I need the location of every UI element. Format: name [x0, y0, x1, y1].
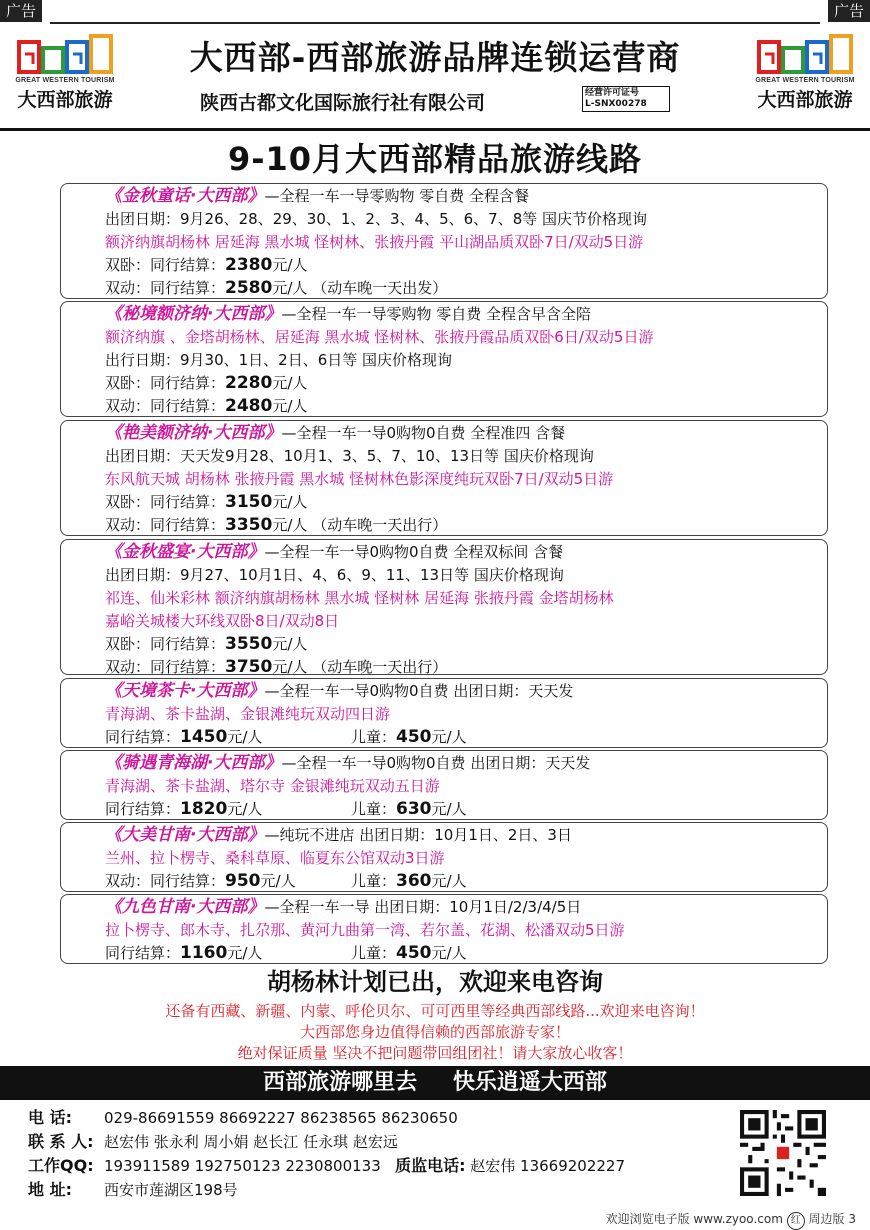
footer [606, 1210, 856, 1230]
route-dates: 出团日期：9月27、10月1日、4、6、9、11、13日等 国庆价格现询 [105, 566, 564, 584]
price-unit: 元/人 [272, 516, 308, 534]
qr-code-icon [740, 1110, 826, 1196]
price-value: 950 [225, 871, 261, 891]
route-card [60, 420, 828, 536]
price-value: 2480 [225, 396, 273, 416]
address: 西安市莲湖区198号 [104, 1181, 238, 1199]
logo-chinese: 大西部旅游 [17, 89, 113, 111]
route-name: 《天境茶卡·大西部》 [105, 681, 265, 701]
route-dates: 出行日期：9月30、1日、2日、6日等 国庆价格现询 [105, 351, 453, 369]
child-unit: 元/人 [431, 944, 467, 962]
header [0, 24, 870, 131]
license-box [582, 86, 670, 112]
route-detail: 兰州、拉卜楞寺、桑科草原、临夏东公馆双动3日游 [105, 849, 445, 867]
price-value: 1160 [180, 943, 228, 963]
ad-tag-left: 广告 [0, 0, 42, 22]
child-price: 450 [396, 727, 432, 747]
child-label: 儿童： [351, 944, 397, 962]
price-unit: 元/人 [272, 374, 308, 392]
route-card [60, 750, 828, 820]
price-label: 双卧：同行结算： [105, 635, 226, 653]
route-intro: —全程一车一导零购物 零自费 全程含早含全陪 [281, 305, 592, 323]
price-value: 3350 [225, 515, 273, 535]
child-price: 360 [396, 871, 432, 891]
route-intro: —全程一车一导0购物0自费 全程准四 含餐 [281, 424, 566, 442]
route-card [60, 822, 828, 892]
supervise-label: 质监电话: [395, 1156, 466, 1175]
child-unit: 元/人 [431, 728, 467, 746]
route-card [60, 678, 828, 748]
route-detail: 拉卜楞寺、郎木寺、扎尕那、黄河九曲第一湾、若尔盖、花湖、松潘双动5日游 [105, 921, 625, 939]
child-unit: 元/人 [431, 800, 467, 818]
price-label: 双动：同行结算： [105, 397, 226, 415]
logo-english: GREAT WESTERN TOURISM [15, 77, 115, 84]
route-detail: 东风航天城 胡杨林 张掖丹霞 黑水城 怪树林色影深度纯玩双卧7日/双动5日游 [105, 470, 614, 488]
price-label: 双卧：同行结算： [105, 256, 226, 274]
logo-mark-icon [17, 34, 113, 76]
price-unit: 元/人 [272, 635, 308, 653]
price-unit: 元/人 [272, 256, 308, 274]
company-name: 陕西古都文化国际旅行社有限公司 [200, 92, 486, 114]
price-value: 1450 [180, 727, 228, 747]
price-value: 3750 [225, 657, 273, 677]
price-unit: 元/人 [227, 944, 263, 962]
logo-english: GREAT WESTERN TOURISM [755, 77, 855, 84]
price-label: 双卧：同行结算： [105, 493, 226, 511]
page-heading: 9-10月大西部精品旅游线路 [227, 140, 643, 178]
contact-people: 赵宏伟 张永利 周小娟 赵长江 任永琪 赵宏远 [104, 1133, 398, 1151]
edition-label: 周边版 3 [808, 1212, 856, 1226]
price-value: 2380 [225, 255, 273, 275]
plan-title: 胡杨林计划已出，欢迎来电咨询 [267, 968, 603, 996]
price-unit: 元/人 [272, 493, 308, 511]
phone-numbers: 029-86691559 86692227 86238565 86230650 [104, 1109, 458, 1127]
route-name: 《金秋盛宴·大西部》 [105, 542, 265, 562]
route-dates: 出团日期：9月26、28、29、30、1、2、3、4、5、6、7、8等 国庆节价格现询 [105, 210, 648, 228]
route-card [60, 894, 828, 964]
route-intro: —全程一车一导 出团日期：10月1日/2/3/4/5日 [264, 898, 582, 916]
price-label: 同行结算： [105, 944, 181, 962]
license-number: L-SNX00278 [585, 99, 647, 109]
route-dates: 出团日期：天天发9月28、10月1、3、5、7、10、13日等 国庆价格现询 [105, 447, 594, 465]
route-name: 《大美甘南·大西部》 [105, 825, 265, 845]
note-line-1: 还备有西藏、新疆、内蒙、呼伦贝尔、可可西里等经典西部线路...欢迎来电咨询！ [165, 1002, 705, 1020]
route-detail: 额济纳旗 、金塔胡杨林、居延海 黑水城 怪树林、张掖丹霞品质双卧6日/双动5日游 [105, 328, 654, 346]
price-unit: 元/人 [260, 872, 296, 890]
supervise-phone: 赵宏伟 13669202227 [470, 1157, 626, 1175]
price-value: 1820 [180, 799, 228, 819]
price-label: 同行结算： [105, 728, 181, 746]
address-label: 地 址: [28, 1180, 72, 1199]
price-note: （动车晚一天出发） [312, 279, 448, 297]
route-intro: —全程一车一导0购物0自费 出团日期：天天发 [281, 754, 591, 772]
price-unit: 元/人 [272, 397, 308, 415]
logo-right [750, 34, 860, 112]
price-unit: 元/人 [272, 279, 308, 297]
route-intro: —纯玩不进店 出团日期：10月1日、2日、3日 [264, 826, 572, 844]
footer-text: 欢迎浏览电子版 www.zyoo.com [605, 1212, 783, 1226]
route-detail: 额济纳旗胡杨林 居延海 黑水城 怪树林、张掖丹霞 平山湖品质双卧7日/双动5日游 [105, 233, 644, 251]
child-price: 450 [396, 943, 432, 963]
price-unit: 元/人 [272, 658, 308, 676]
route-name: 《金秋童话·大西部》 [105, 186, 265, 206]
child-price: 630 [396, 799, 432, 819]
qq-label: 工作QQ: [28, 1156, 94, 1175]
child-label: 儿童： [351, 800, 397, 818]
route-card [60, 301, 828, 417]
slogan-1: 西部旅游哪里去 [263, 1070, 418, 1095]
child-unit: 元/人 [431, 872, 467, 890]
child-label: 儿童： [351, 728, 397, 746]
child-label: 儿童： [351, 872, 397, 890]
route-detail: 祁连、仙米彩林 额济纳旗胡杨林 黑水城 怪树林 居延海 张掖丹霞 金塔胡杨林 [105, 589, 614, 607]
price-note: （动车晚一天出行） [312, 658, 448, 676]
route-card [60, 539, 828, 675]
edition-badge: 红 [787, 1212, 805, 1230]
price-value: 3550 [225, 634, 273, 654]
route-name: 《骑遇青海湖·大西部》 [105, 753, 282, 773]
price-value: 2580 [225, 278, 273, 298]
price-unit: 元/人 [227, 800, 263, 818]
qq-numbers: 193911589 192750123 2230800133 [104, 1157, 381, 1175]
price-label: 双动：同行结算： [105, 516, 226, 534]
route-detail-2: 嘉峪关城楼大环线双卧8日/双动8日 [105, 612, 340, 630]
price-note: （动车晚一天出行） [312, 516, 448, 534]
logo-mark-icon [757, 34, 853, 76]
note-line-3: 绝对保证质量 坚决不把问题带回组团社！请大家放心收客！ [237, 1044, 633, 1062]
route-detail: 青海湖、茶卡盐湖、塔尔寺 金银滩纯玩双动五日游 [105, 777, 440, 795]
price-label: 双动：同行结算： [105, 658, 226, 676]
route-detail: 青海湖、茶卡盐湖、金银滩纯玩双动四日游 [105, 705, 391, 723]
slogan-bar [0, 1066, 870, 1100]
price-label: 双动：同行结算： [105, 279, 226, 297]
people-label: 联 系 人: [28, 1132, 94, 1151]
price-label: 双动：同行结算： [105, 872, 226, 890]
route-intro: —全程一车一导0购物0自费 全程双标间 含餐 [264, 543, 564, 561]
price-value: 3150 [225, 492, 273, 512]
ad-tag-right: 广告 [828, 0, 870, 22]
route-name: 《秘境额济纳·大西部》 [105, 304, 282, 324]
slogan-2: 快乐逍遥大西部 [452, 1070, 607, 1095]
route-card [60, 183, 828, 299]
price-unit: 元/人 [227, 728, 263, 746]
main-title: 大西部-西部旅游品牌连锁运营商 [189, 38, 681, 77]
note-line-2: 大西部您身边值得信赖的西部旅游专家！ [299, 1023, 570, 1041]
price-label: 同行结算： [105, 800, 181, 818]
logo-chinese: 大西部旅游 [757, 89, 853, 111]
route-intro: —全程一车一导零购物 零自费 全程含餐 [264, 187, 530, 205]
route-intro: —全程一车一导0购物0自费 出团日期：天天发 [264, 682, 574, 700]
license-label: 经营许可证号 [585, 88, 640, 98]
price-value: 2280 [225, 373, 273, 393]
route-name: 《九色甘南·大西部》 [105, 897, 265, 917]
price-label: 双卧：同行结算： [105, 374, 226, 392]
phone-label: 电 话: [28, 1108, 72, 1127]
logo-left [10, 34, 120, 112]
contacts [28, 1106, 728, 1202]
route-name: 《艳美额济纳·大西部》 [105, 423, 282, 443]
